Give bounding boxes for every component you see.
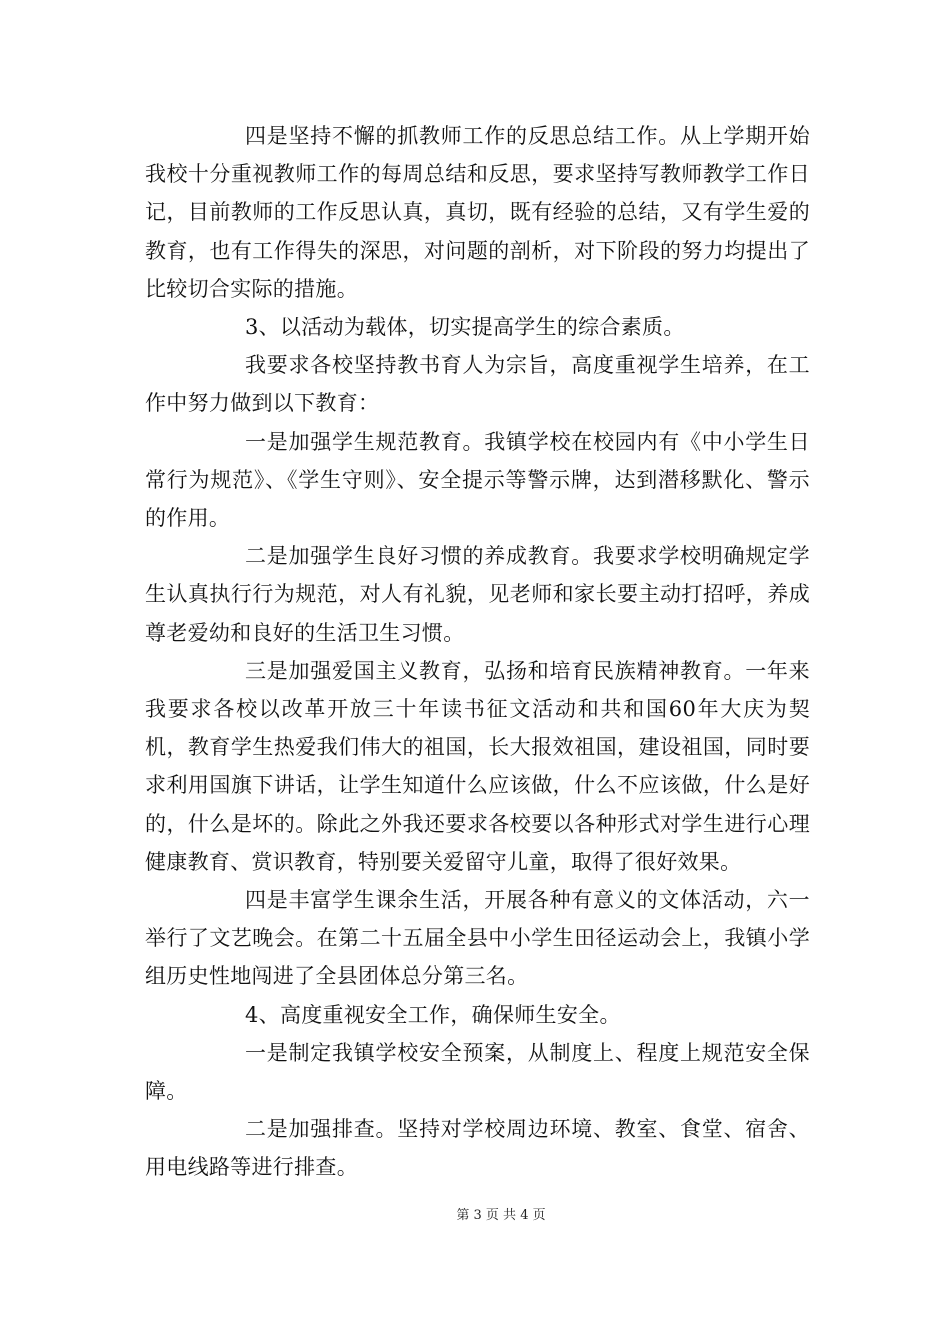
paragraph-habits-education: 二是加强学生良好习惯的养成教育。我要求学校明确规定学生认真执行行为规范，对人有礼貌，见老师和家长要主动打招呼，养成尊老爱幼和良好的生活卫生习惯。: [145, 544, 810, 645]
paragraph-norms-education: 一是加强学生规范教育。我镇学校在校园内有《中小学生日常行为规范》、《学生守则》、安全提示等警示牌，达到潜移默化、警示的作用。: [145, 429, 810, 531]
paragraph-patriotic-education: 三是加强爱国主义教育，弘扬和培育民族精神教育。一年来我要求各校以改革开放三十年读书征文活动和共和国60年大庆为契机，教育学生热爱我们伟大的祖国，长大报效祖国，建设祖国，同时要求利用国旗下讲话，让学生知道什么应该做，什么不应该做，什么是好的，什么是坏的。除此之外我还要求各校要以各种形式对学生进行心理健康教育、赏识教育，特别要关爱留守儿童，取得了很好效果。: [145, 658, 810, 874]
heading-activities: 3、以活动为载体，切实提高学生的综合素质。: [245, 315, 685, 340]
paragraph-safety-plan: 一是制定我镇学校安全预案，从制度上、程度上规范安全保障。: [145, 1040, 810, 1104]
heading-safety: 4、高度重视安全工作，确保师生安全。: [245, 1002, 621, 1027]
paragraph-safety-inspection: 二是加强排查。坚持对学校周边环境、教室、食堂、宿舍、用电线路等进行排查。: [145, 1117, 810, 1180]
paragraph-education-intro: 我要求各校坚持教书育人为宗旨，高度重视学生培养，在工作中努力做到以下教育：: [145, 353, 810, 416]
paragraph-extracurricular: 四是丰富学生课余生活，开展各种有意义的文体活动，六一举行了文艺晚会。在第二十五届全县中小学生田径运动会上，我镇小学组历史性地闯进了全县团体总分第三名。: [145, 888, 810, 989]
page-footer: [0, 1204, 950, 1223]
document-body: [145, 117, 810, 1187]
paragraph-teacher-reflection: 四是坚持不懈的抓教师工作的反思总结工作。从上学期开始我校十分重视教师工作的每周总结和反思，要求坚持写教师教学工作日记，目前教师的工作反思认真，真切，既有经验的总结，又有学生爱的教育，也有工作得失的深思，对问题的剖析，对下阶段的努力均提出了比较切合实际的措施。: [145, 124, 810, 301]
page-number: 第 3 页 共 4 页: [456, 1208, 546, 1223]
